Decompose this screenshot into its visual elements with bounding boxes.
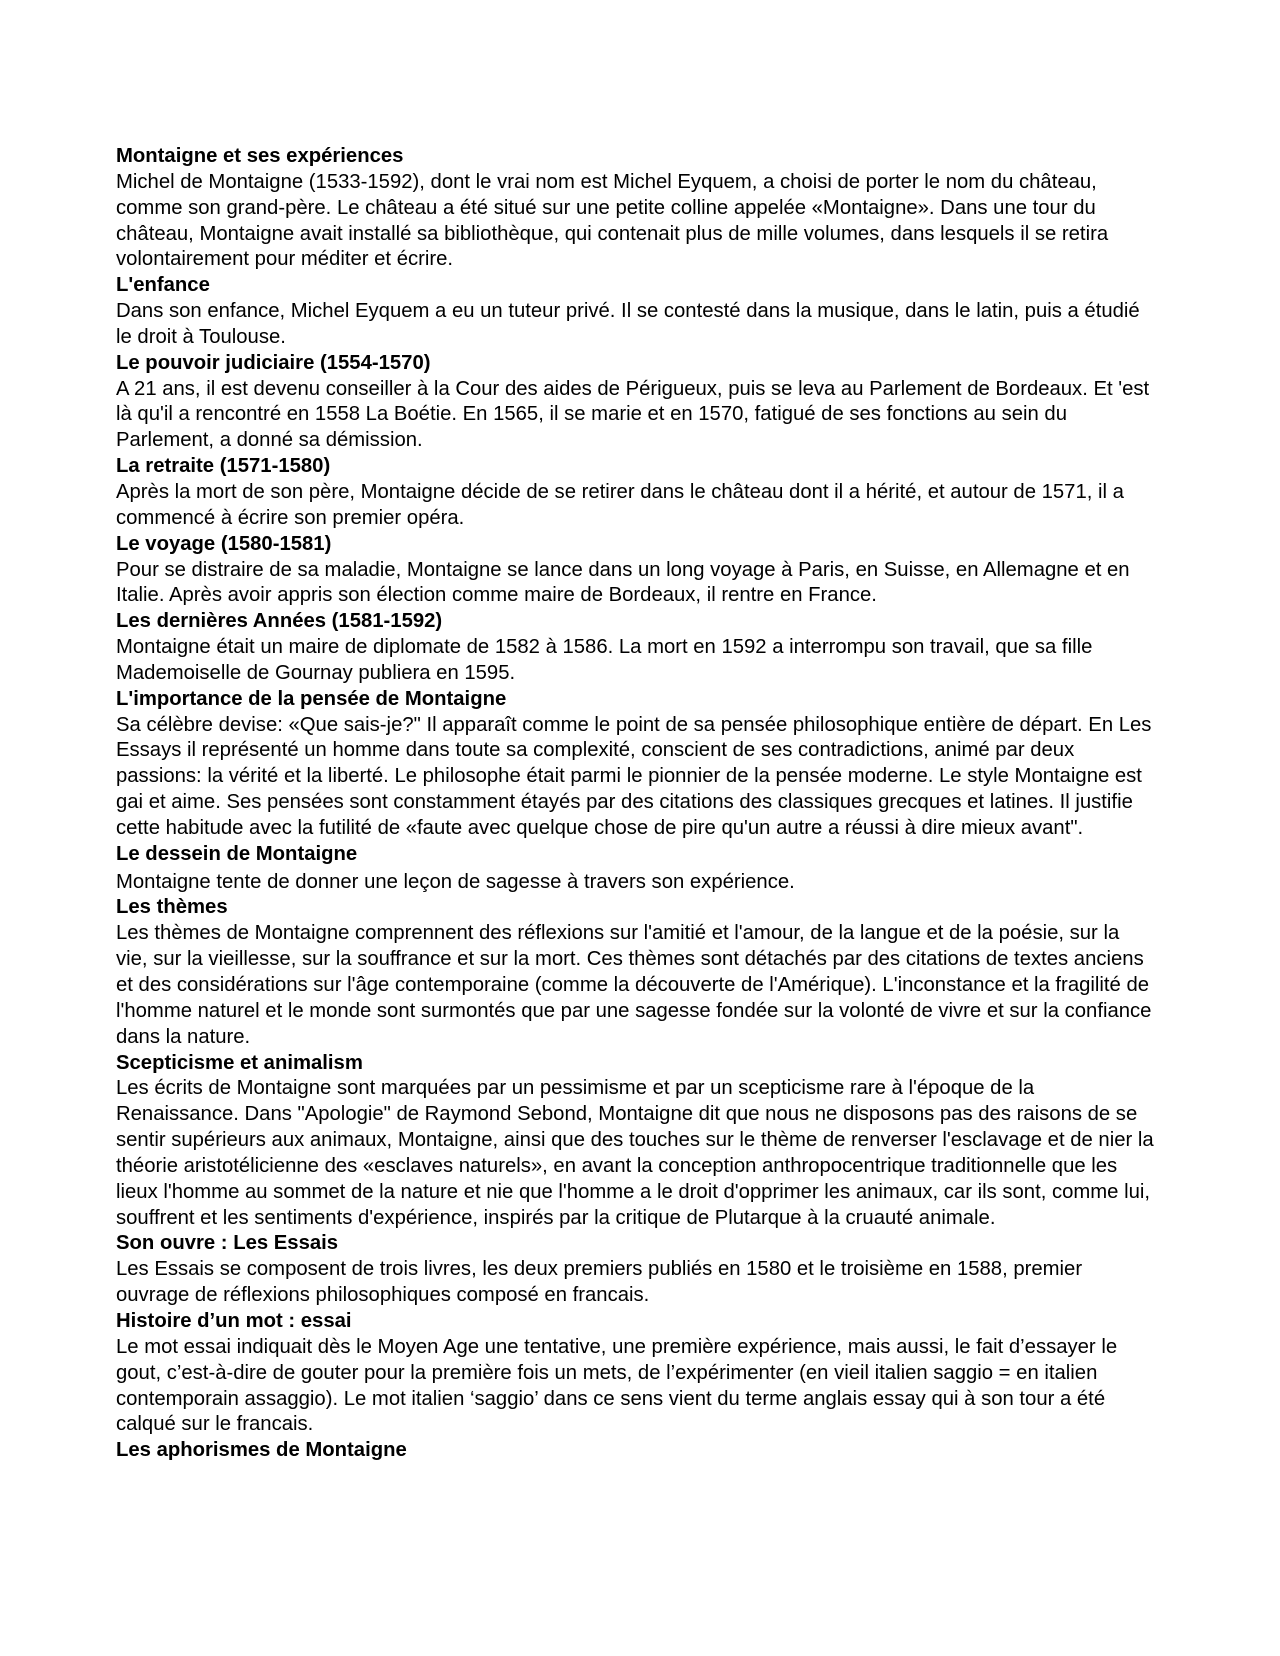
document-section [116,1309,1156,1438]
document-section [116,454,1156,532]
section-paragraph: Michel de Montaigne (1533-1592), dont le vrai nom est Michel Eyquem, a choisi de porter le nom du château, comme son grand-père. Le château a été situé sur une petite colline appelée «Montaigne». Dans une tour du château, Montaigne avait installé sa bibliothèque, qui contenait plus de mille volumes, dans lesquels il se retira volontairement pour méditer et écrire. [116,170,1109,271]
section-heading: L'enfance [116,274,210,297]
section-paragraph: Sa célèbre devise: «Que sais-je?" Il apparaît comme le point de sa pensée philosophique entière de départ. En Les Essays il représenté un homme dans toute sa complexité, conscient de ses contradictions, animé par deux passions: la vérité et la liberté. Le philosophe était parmi le pionnier de la pensée moderne. Le style Montaigne est gai et aime. Ses pensées sont constamment étayés par des citations des classiques grecques et latines. Il justifie cette habitude avec la futilité de «faute avec quelque chose de pire qu'un autre a réussi à dire mieux avant". [116,713,1152,839]
document-section [116,842,1156,896]
section-heading: Les aphorismes de Montaigne [116,1439,407,1462]
section-paragraph: A 21 ans, il est devenu conseiller à la Cour des aides de Périgueux, puis se leva au Parlement de Bordeaux. Et 'est là qu'il a rencontré en 1558 La Boétie. En 1565, il se marie et en 1570, fatigué de ses fonctions au sein du Parlement, a donné sa démission. [116,377,1150,452]
section-heading: Les thèmes [116,896,228,919]
section-paragraph: Pour se distraire de sa maladie, Montaigne se lance dans un long voyage à Paris, en Suisse, en Allemagne et en Italie. Après avoir appris son élection comme maire de Bordeaux, il rentre en France. [116,558,1130,607]
section-heading: Le dessein de Montaigne [116,842,358,865]
section-paragraph: Le mot essai indiquait dès le Moyen Age une tentative, une première expérience, mais aussi, le fait d’essayer le gout, c’est-à-dire de gouter pour la première fois un mets, de l’expérimenter (en vieil italien saggio = en italien contemporain assaggio). Le mot italien ‘saggio’ dans ce sens vient du terme anglais essay qui à son tour a été calqué sur le francais. [116,1335,1118,1436]
section-heading: Histoire d’un mot : essai [116,1309,352,1332]
document-section [116,1438,1156,1464]
document-section [116,532,1156,610]
section-paragraph: Montaigne était un maire de diplomate de 1582 à 1586. La mort en 1592 a interrompu son travail, que sa fille Mademoiselle de Gournay publiera en 1595. [116,636,1093,684]
document-section [116,687,1156,842]
document-section [116,144,1156,273]
section-paragraph: Les écrits de Montaigne sont marquées par un pessimisme et par un scepticisme rare à l'époque de la Renaissance. Dans "Apologie" de Raymond Sebond, Montaigne dit que nous ne disposons pas des raisons de se sentir supérieurs aux animaux, Montaigne, ainsi que des touches sur le thème de renverser l'esclavage et de nier la théorie aristotélicienne des «esclaves naturels», en avant la conception anthropocentrique traditionnelle que les lieux l'homme au sommet de la nature et nie que l'homme a le droit d'opprimer les animaux, car ils sont, comme lui, souffrent et les sentiments d'expérience, inspirés par la critique de Plutarque à la cruauté animale. [116,1077,1154,1229]
section-heading: L'importance de la pensée de Montaigne [116,687,507,710]
section-paragraph: Montaigne tente de donner une leçon de sagesse à travers son expérience. [116,870,795,893]
section-heading: Scepticisme et animalism [116,1051,363,1074]
section-paragraph: Les thèmes de Montaigne comprennent des réflexions sur l'amitié et l'amour, de la langue et de la poésie, sur la vie, sur la vieillesse, sur la souffrance et sur la mort. Ces thèmes sont détachés par des citations de textes anciens et des considérations sur l'âge contemporaine (comme la découverte de l'Amérique). L'inconstance et la fragilité de l'homme naturel et le monde sont surmontés que par une sagesse fondée sur la volonté de vivre et sur la confiance dans la nature. [116,922,1152,1048]
section-heading: Le pouvoir judiciaire (1554-1570) [116,351,431,374]
section-heading: Son ouvre : Les Essais [116,1232,339,1255]
document-section [116,1051,1156,1232]
document-section [116,351,1156,454]
section-paragraph: Dans son enfance, Michel Eyquem a eu un tuteur privé. Il se contesté dans la musique, dans le latin, puis a étudié le droit à Toulouse. [116,300,1140,348]
document-section [116,273,1156,351]
document-section [116,609,1156,687]
section-heading: Le voyage (1580-1581) [116,532,332,555]
document-page [116,144,1156,1464]
section-heading: Les dernières Années (1581-1592) [116,610,443,633]
section-paragraph: Après la mort de son père, Montaigne décide de se retirer dans le château dont il a hérité, et autour de 1571, il a commencé à écrire son premier opéra. [116,480,1124,529]
section-heading: La retraite (1571-1580) [116,455,331,478]
document-section [116,895,1156,1050]
document-section [116,1231,1156,1309]
section-heading: Montaigne et ses expériences [116,145,404,167]
section-paragraph: Les Essais se composent de trois livres, les deux premiers publiés en 1580 et le troisième en 1588, premier ouvrage de réflexions philosophiques composé en francais. [116,1258,1083,1307]
